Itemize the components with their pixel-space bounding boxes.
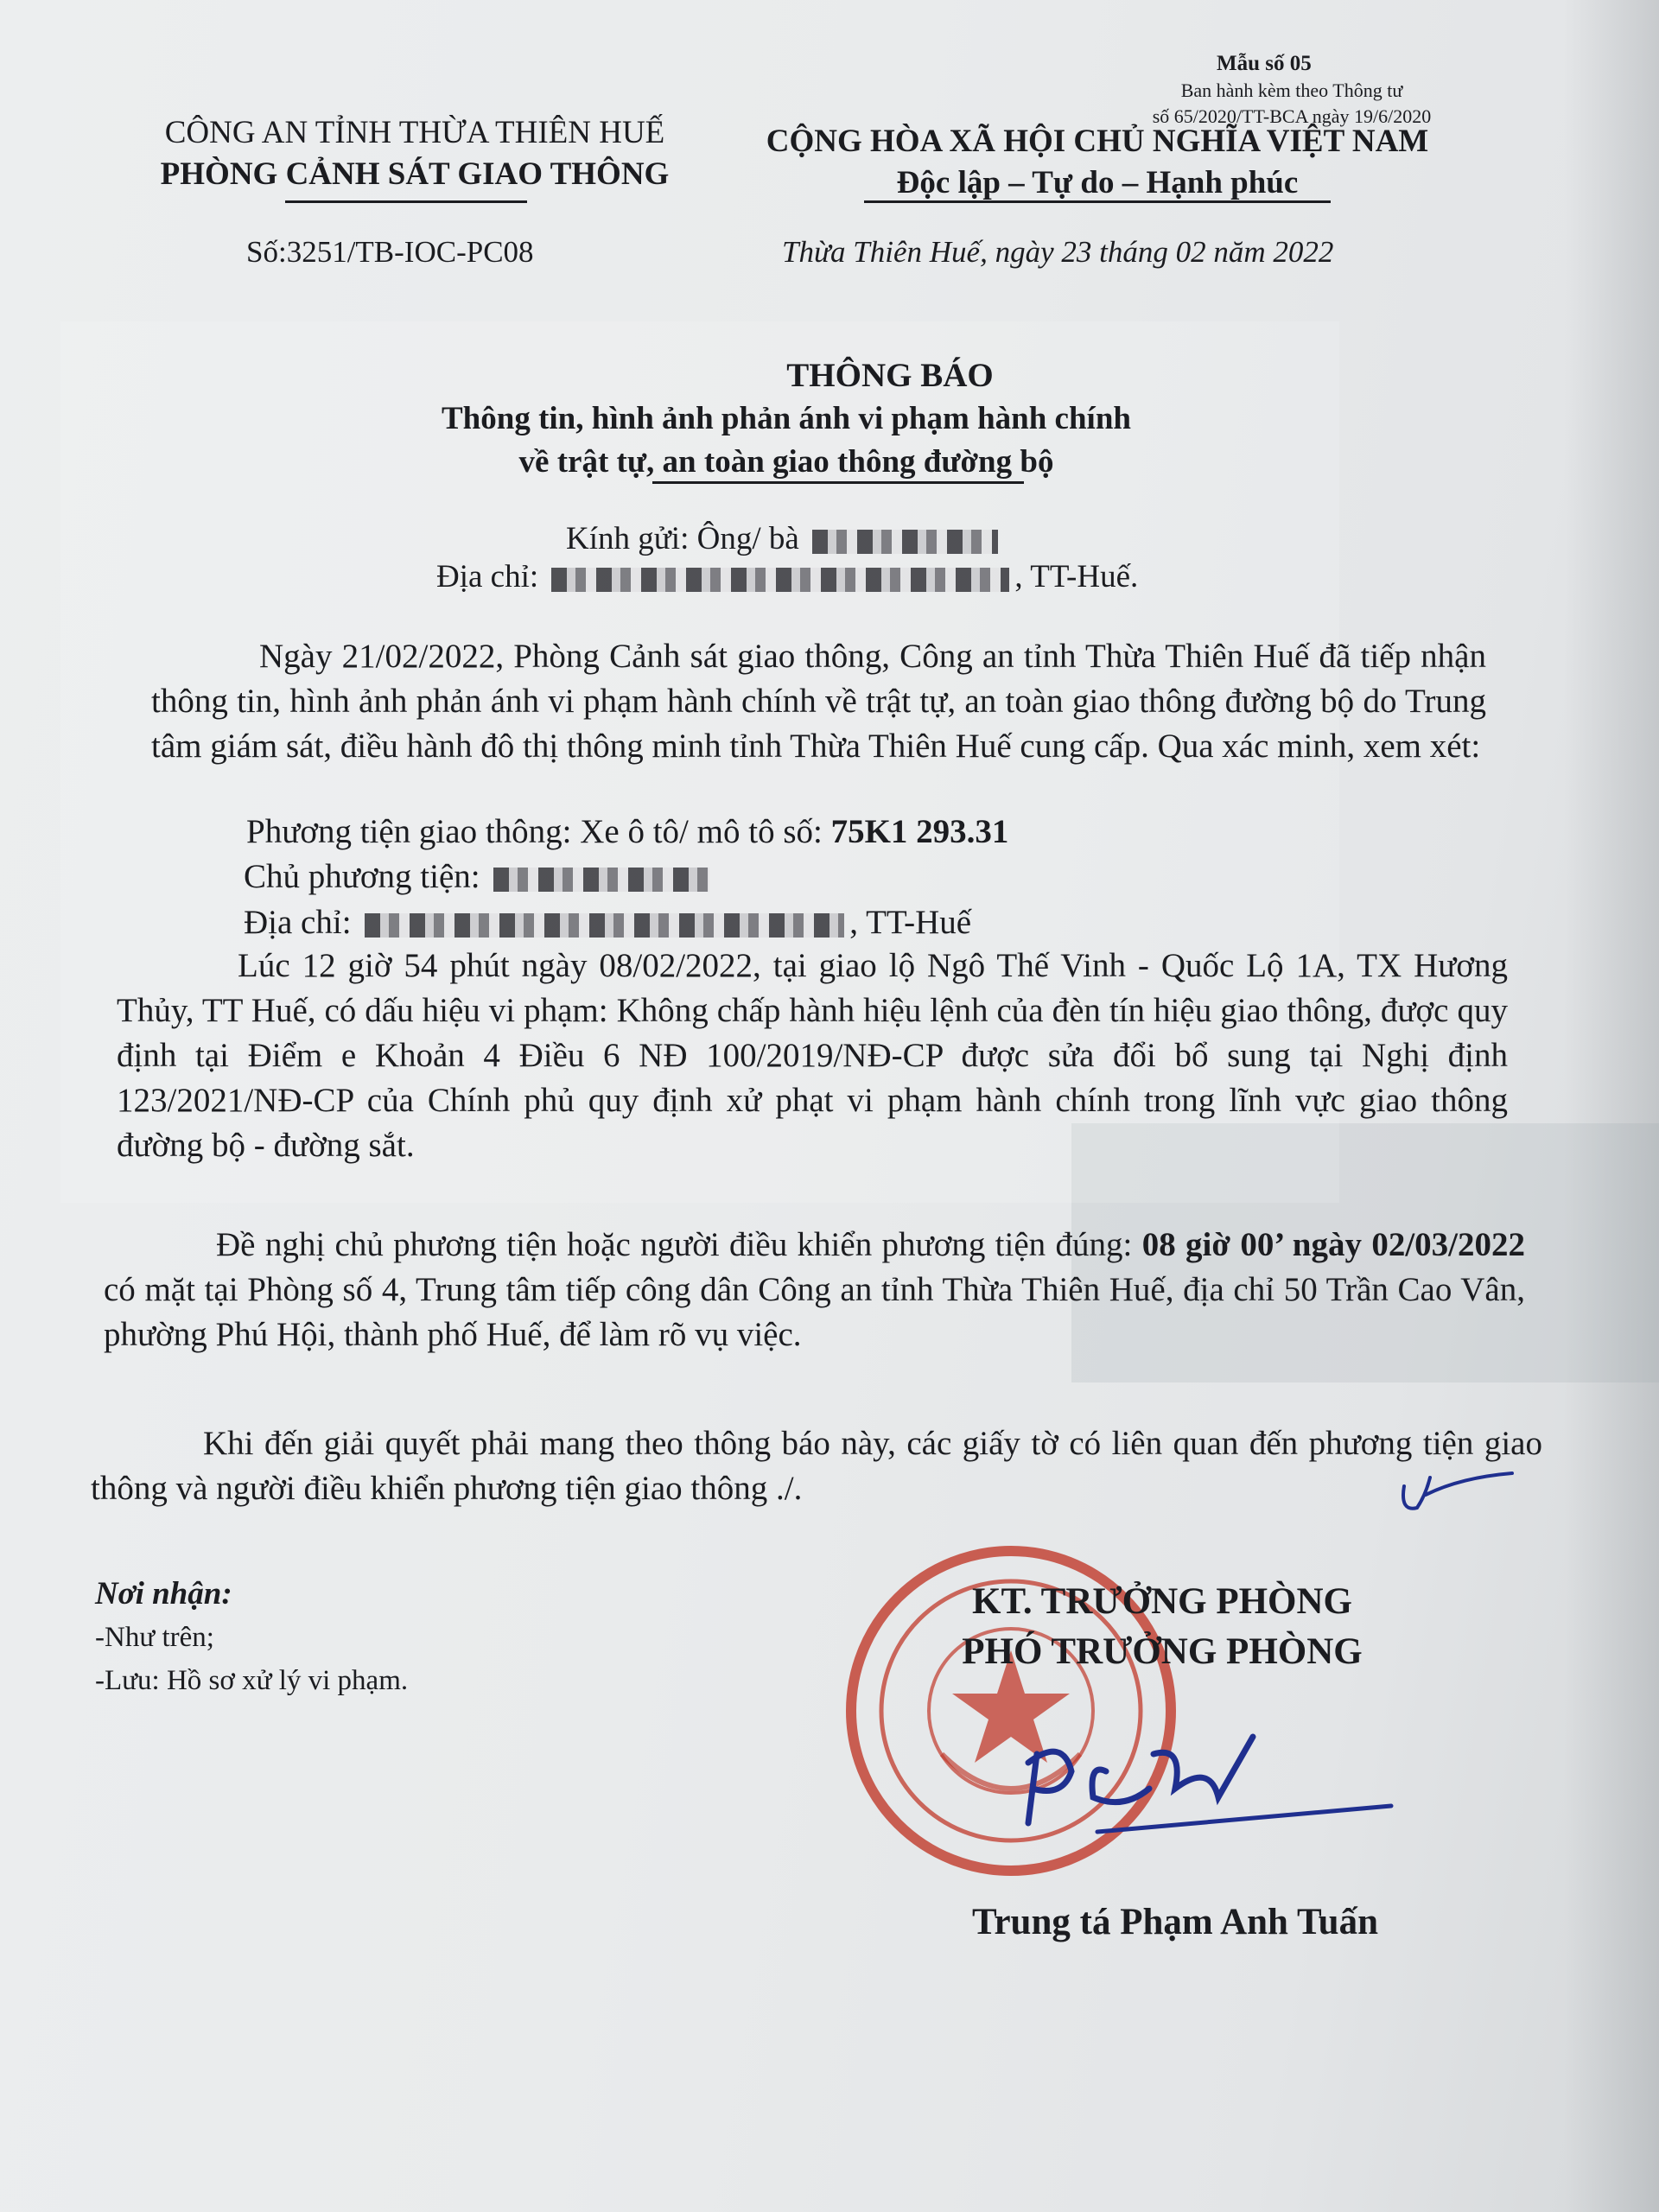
handwritten-signature-icon <box>1011 1702 1417 1849</box>
owner-address-suffix: , TT-Huế <box>849 904 972 941</box>
summons-prefix: Đề nghị chủ phương tiện hoặc người điều khiển phương tiện đúng: <box>216 1226 1142 1263</box>
signer-name: Trung tá Phạm Anh Tuấn <box>971 1902 1379 1942</box>
paragraph-violation: Lúc 12 giờ 54 phút ngày 08/02/2022, tại giao lộ Ngô Thế Vinh - Quốc Lộ 1A, TX Hương Thủy, TT Huế, có dấu hiệu vi phạm: Không chấp hành hiệu lệnh của đèn tín hiệu giao thông, được quy định tại Điểm e Khoản 4 Điều 6 NĐ 100/2019/NĐ-CP được sửa đổi bổ sung tại Nghị định 123/2021/NĐ-CP của Chính phủ quy định xử phạt vi phạm hành chính trong lĩnh vực giao thông đường bộ - đường sắt. <box>117 947 1508 1164</box>
issuing-agency <box>130 112 700 195</box>
agency-underline <box>285 200 527 203</box>
form-note-line2: số 65/2020/TT-BCA ngày 19/6/2020 <box>1152 105 1432 127</box>
form-note-line1: Ban hành kèm theo Thông tư <box>1180 79 1403 101</box>
notice-title: THÔNG BÁO <box>786 357 994 394</box>
recipients-list <box>95 1573 408 1702</box>
summons-time: 08 giờ 00’ ngày 02/03/2022 <box>1141 1226 1526 1263</box>
recipients-line2: -Lưu: Hồ sơ xử lý vi phạm. <box>95 1665 409 1696</box>
redacted-owner <box>493 868 709 892</box>
sign-title2: PHÓ TRƯỞNG PHÒNG <box>962 1631 1363 1672</box>
owner-line <box>244 857 715 896</box>
signature-block <box>912 1577 1413 1677</box>
subtitle-underline <box>652 481 1024 484</box>
place-date: Thừa Thiên Huế, ngày 23 tháng 02 năm 2022 <box>782 235 1334 269</box>
owner-address-line <box>244 903 971 942</box>
vehicle-label: Phương tiện giao thông: Xe ô tô/ mô tô số: <box>246 813 831 850</box>
notice-subtitle <box>276 397 1296 484</box>
recipient-line <box>566 520 1003 557</box>
redacted-owner-address <box>365 913 844 938</box>
summons-suffix: có mặt tại Phòng số 4, Trung tâm tiếp công dân Công an tỉnh Thừa Thiên Huế, địa chỉ 50 Trần Cao Vân, phường Phú Hội, thành phố Huế, để làm rõ vụ việc. <box>104 1271 1525 1353</box>
sign-title1: KT. TRƯỞNG PHÒNG <box>972 1581 1352 1622</box>
paragraph-intro: Ngày 21/02/2022, Phòng Cảnh sát giao thông, Công an tỉnh Thừa Thiên Huế đã tiếp nhận thông tin, hình ảnh phản ánh vi phạm hành chính về trật tự, an toàn giao thông đường bộ do Trung tâm giám sát, điều hành đô thị thông minh tỉnh Thừa Thiên Huế cung cấp. Qua xác minh, xem xét: <box>151 638 1486 765</box>
nation-line1: CỘNG HÒA XÃ HỘI CHỦ NGHĨA VIỆT NAM <box>766 124 1429 159</box>
address-suffix: , TT-Huế. <box>1014 559 1139 594</box>
national-motto <box>730 121 1465 204</box>
agency-line2: PHÒNG CẢNH SÁT GIAO THÔNG <box>160 156 670 192</box>
subtitle-line1: Thông tin, hình ảnh phản ánh vi phạm hành chính <box>442 401 1131 436</box>
vehicle-line <box>246 812 1008 851</box>
initial-mark-icon <box>1391 1460 1521 1529</box>
agency-line1: CÔNG AN TỈNH THỪA THIÊN HUẾ <box>164 115 665 150</box>
recipients-heading: Nơi nhận: <box>95 1576 232 1611</box>
recipients-line1: -Như trên; <box>95 1622 214 1653</box>
recipient-address <box>436 558 1138 595</box>
address-label: Địa chỉ: <box>436 559 539 594</box>
paragraph-documents: Khi đến giải quyết phải mang theo thông báo này, các giấy tờ có liên quan đến phương tiện giao thông và người điều khiển phương tiện giao thông ./. <box>91 1425 1542 1507</box>
document-number: Số:3251/TB-IOC-PC08 <box>246 235 534 269</box>
owner-label: Chủ phương tiện: <box>244 858 480 895</box>
subtitle-line2: về trật tự, an toàn giao thông đường bộ <box>518 444 1054 480</box>
nation-line2: Độc lập – Tự do – Hạnh phúc <box>896 165 1299 200</box>
recipient-greeting: Kính gửi: Ông/ bà <box>566 521 799 556</box>
motto-underline <box>864 200 1331 203</box>
owner-address-label: Địa chỉ: <box>244 904 352 941</box>
redacted-address <box>551 568 1009 592</box>
paragraph-summons <box>104 1223 1525 1357</box>
vehicle-plate: 75K1 293.31 <box>830 813 1009 850</box>
form-number: Mẫu số 05 <box>1217 52 1312 75</box>
redacted-name <box>812 530 998 554</box>
page-edge-shadow <box>1564 0 1659 2212</box>
